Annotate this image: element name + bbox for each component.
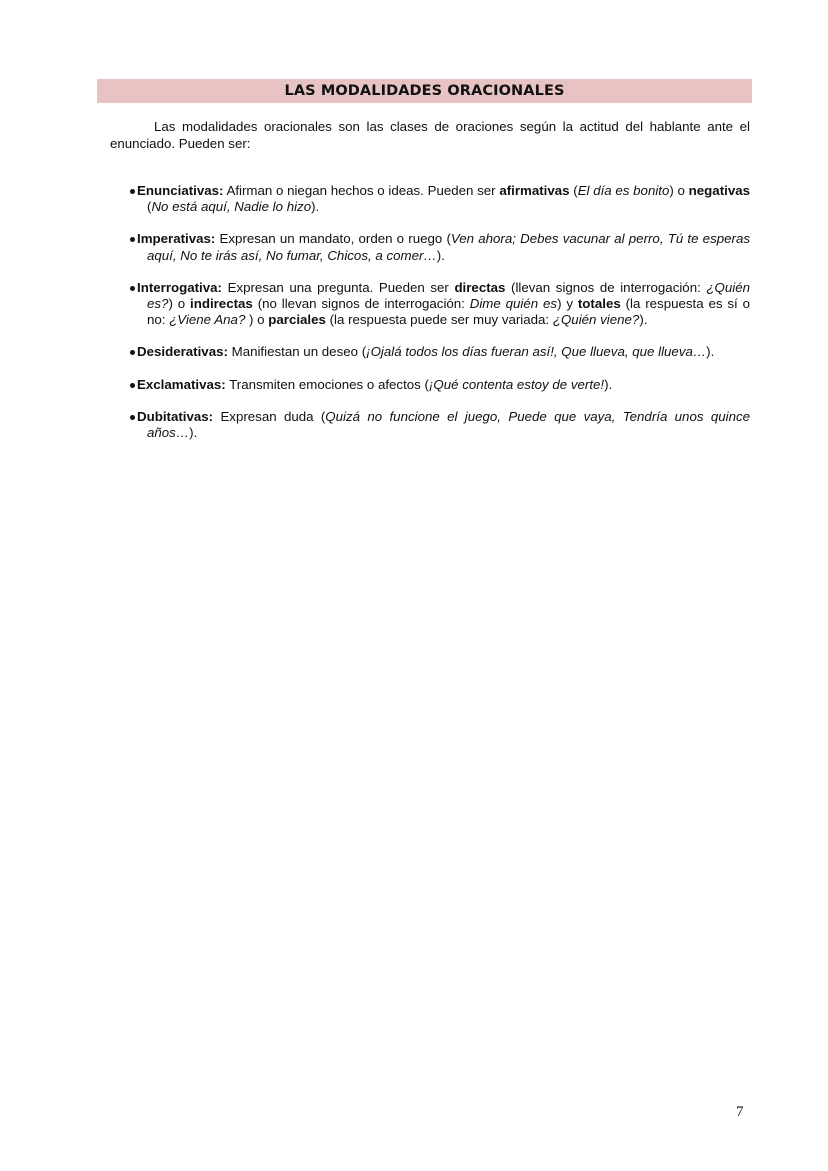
bullet-icon [130, 286, 135, 291]
list-item-body [137, 231, 750, 263]
list-item-text [137, 409, 750, 440]
description-text: ) o [245, 312, 269, 328]
description-text: ). [436, 247, 445, 263]
list-item [110, 231, 750, 263]
list-item-text [137, 377, 612, 392]
list-item-body [137, 183, 750, 215]
list-item-text [137, 183, 750, 214]
description-text: Expresan duda ( [213, 408, 326, 424]
description-text: ). [311, 199, 320, 215]
modalities-list [110, 183, 750, 457]
page-title: LAS MODALIDADES ORACIONALES [284, 83, 565, 99]
bold-keyword: parciales [268, 312, 326, 328]
modality-term: Desiderativas: [137, 344, 228, 360]
bold-keyword: afirmativas [499, 183, 570, 198]
description-text: ). [639, 312, 648, 328]
description-text: ). [189, 425, 198, 441]
example-text: ¿Viene Ana? [169, 312, 246, 328]
bold-keyword: directas [454, 279, 506, 295]
modality-term: Exclamativas: [137, 376, 226, 392]
bold-keyword: negativas [688, 183, 750, 198]
modality-term: Dubitativas: [137, 408, 214, 424]
description-text: ) o [669, 183, 689, 198]
example-text: Ven ahora; Debes vacunar al perro, Tú te esperas aquí, No te irás así, No fumar, Chicos, a comer… [147, 231, 750, 263]
list-item-text [137, 344, 714, 359]
modality-term: Imperativas: [137, 231, 216, 247]
list-item-body [137, 377, 750, 393]
example-text: No está aquí, Nadie lo hizo [151, 199, 312, 215]
description-text: ( [569, 183, 578, 198]
description-text: Manifiestan un deseo ( [227, 344, 367, 360]
example-text: Dime quién es [469, 296, 558, 312]
list-item [110, 409, 750, 441]
description-text: Expresan una pregunta. Pueden ser [221, 279, 455, 295]
modality-term: Enunciativas: [137, 183, 224, 198]
title-banner [97, 79, 752, 103]
example-text: El día es bonito [577, 183, 670, 198]
example-text: ¡Ojalá todos los días fueran así!, Que llueva, que llueva… [366, 344, 707, 360]
list-item-text [137, 280, 750, 327]
description-text: ( [147, 199, 152, 215]
description-text: (llevan signos de interrogación: [505, 279, 707, 295]
example-text: ¿Quién es? [147, 279, 750, 312]
modality-term: Interrogativa: [137, 279, 222, 295]
description-text: Afirman o niegan hechos o ideas. Pueden ser [223, 183, 500, 198]
bold-keyword: totales [577, 296, 621, 312]
example-text: Quizá no funcione el juego, Puede que vaya, Tendría unos quince años… [147, 408, 751, 441]
list-item [110, 344, 750, 360]
description-text: (la respuesta puede ser muy variada: [325, 312, 553, 328]
description-text: Expresan un mandato, orden o ruego ( [215, 231, 451, 247]
bullet-icon [130, 350, 135, 355]
bullet-icon [130, 189, 135, 194]
description-text: ) o [168, 296, 190, 312]
list-item-body [137, 344, 750, 360]
description-text: (la respuesta es sí o no: [147, 296, 750, 328]
intro-text: Las modalidades oracionales son las clases de oraciones según la actitud del hablante ante el enunciado. Pueden ser: [110, 119, 750, 151]
intro-paragraph [110, 118, 750, 152]
example-text: ¿Quién viene? [552, 312, 640, 328]
bullet-icon [130, 237, 135, 242]
list-item-body [137, 409, 750, 441]
list-item-text [137, 231, 750, 262]
bullet-icon [130, 383, 135, 388]
bold-keyword: indirectas [190, 296, 253, 312]
description-text: ). [706, 344, 715, 360]
description-text: ). [604, 376, 613, 392]
example-text: ¡Qué contenta estoy de verte! [428, 376, 605, 392]
description-text: Transmiten emociones o afectos ( [225, 376, 429, 392]
list-item [110, 280, 750, 329]
bullet-icon [130, 415, 135, 420]
description-text: ) y [557, 296, 578, 312]
page-number: 7 [736, 1104, 744, 1120]
list-item [110, 183, 750, 215]
list-item-body [137, 280, 750, 329]
list-item [110, 377, 750, 393]
description-text: (no llevan signos de interrogación: [252, 296, 470, 312]
